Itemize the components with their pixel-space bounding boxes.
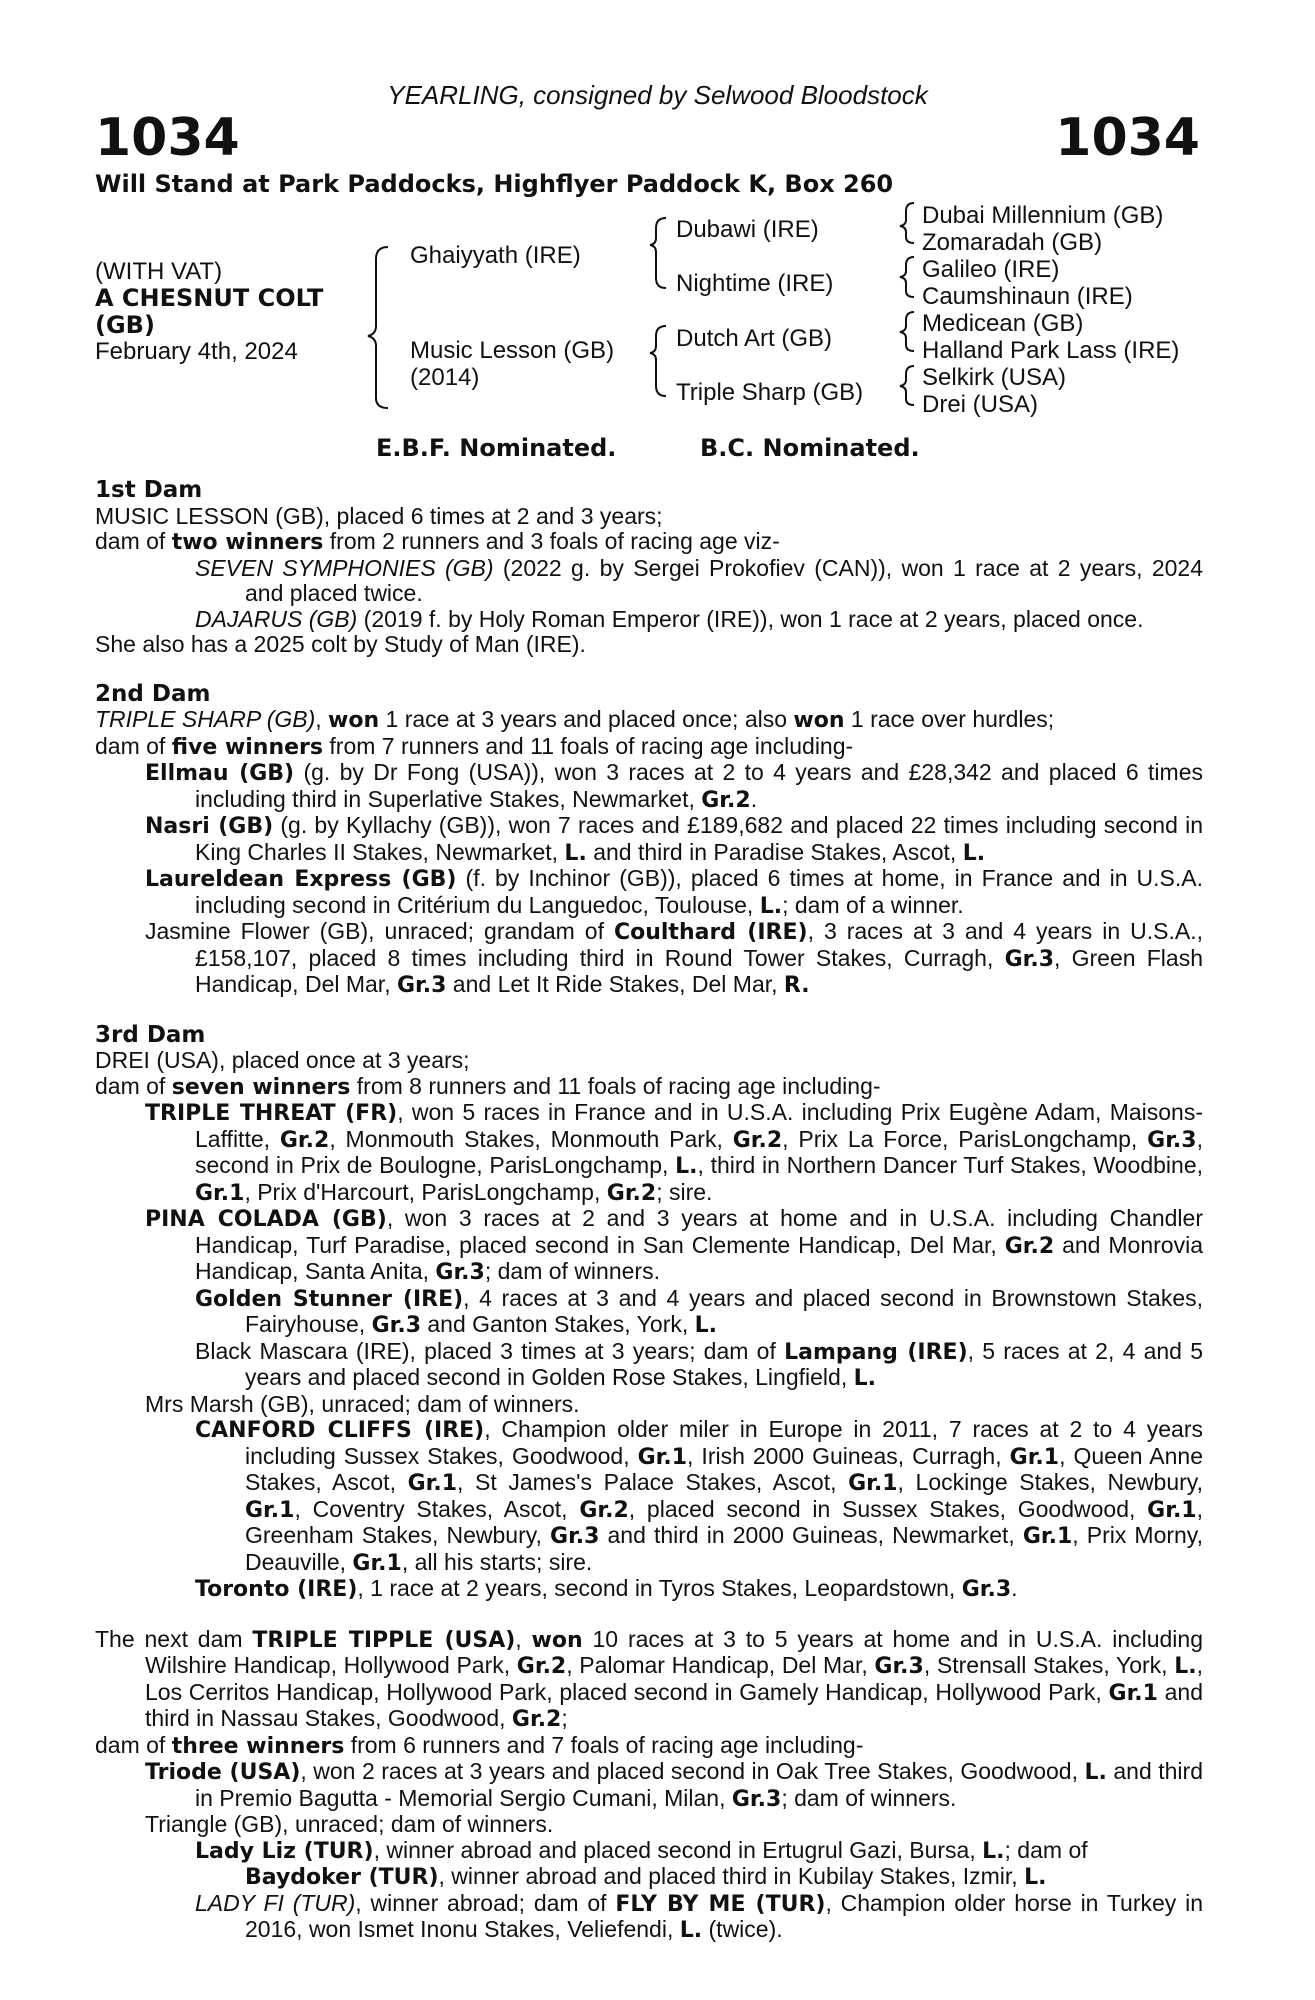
second-dam-title: 2nd Dam bbox=[95, 680, 211, 707]
vat-note: (WITH VAT) bbox=[95, 258, 223, 285]
sale-subtitle: YEARLING, consigned by Selwood Bloodstock bbox=[387, 80, 928, 110]
dam-year: (2014) bbox=[410, 364, 480, 391]
second-dam-produce: dam of five winners from 7 runners and 11 foals of racing age including- bbox=[95, 732, 854, 760]
gen3-3: Galileo (IRE) bbox=[922, 256, 1060, 283]
third-dam-line: DREI (USA), placed once at 3 years; bbox=[95, 1047, 470, 1073]
list-item: Lady Liz (TUR), winner abroad and placed second in Ertugrul Gazi, Bursa, L.; dam of bbox=[195, 1836, 1088, 1864]
list-item: Baydoker (TUR), winner abroad and placed third in Kubilay Stakes, Izmir, L. bbox=[245, 1863, 1047, 1890]
next-dam-line: The next dam TRIPLE TIPPLE (USA), won 10 races at 3 to 5 years at home and in U.S.A. including Wilshire Handicap, Hollywood Park, Gr.2, Palomar Handicap, Del Mar, Gr.3, Strensall Stakes, York, L., Los Cerritos Handicap, Hollywood Park, placed second in Gamely Handicap, Hollywood Park, Gr.1 and third in Nassau Stakes, Goodwood, Gr.2; bbox=[95, 1625, 1204, 1732]
next-dam-produce: dam of three winners from 6 runners and 7 foals of racing age including- bbox=[95, 1731, 864, 1759]
gen3-6: Halland Park Lass (IRE) bbox=[922, 337, 1180, 364]
third-dam-produce: dam of seven winners from 8 runners and 11 foals of racing age including- bbox=[95, 1072, 881, 1100]
gen3-4: Caumshinaun (IRE) bbox=[922, 283, 1133, 310]
list-item: Triode (USA), won 2 races at 3 years and placed second in Oak Tree Stakes, Goodwood, L. and third in Premio Bagutta - Memorial Sergio Cumani, Milan, Gr.3; dam of winners. bbox=[145, 1758, 1203, 1812]
dam-dam: Triple Sharp (GB) bbox=[676, 379, 864, 406]
lot-number-right: 1034 bbox=[1055, 108, 1200, 168]
list-item: TRIPLE THREAT (FR), won 5 races in France and in U.S.A. including Prix Eugène Adam, Maisons-Laffitte, Gr.2, Monmouth Stakes, Monmouth Park, Gr.2, Prix La Force, ParisLongchamp, Gr.3, second in Prix de Boulogne, ParisLongchamp, L., third in Northern Dancer Turf Stakes, Woodbine, Gr.1, Prix d'Harcourt, ParisLongchamp, Gr.2; sire. bbox=[145, 1099, 1203, 1206]
first-dam-title: 1st Dam bbox=[95, 477, 203, 503]
catalogue-body bbox=[95, 478, 1203, 1944]
list-item: DAJARUS (GB) (2019 f. by Holy Roman Emperor (IRE)), won 1 race at 2 years, placed once. bbox=[195, 605, 1144, 632]
sire: Ghaiyyath (IRE) bbox=[410, 242, 581, 269]
second-dam-line: TRIPLE SHARP (GB), won 1 race at 3 years and placed once; also won 1 race over hurdles; bbox=[95, 706, 1055, 733]
third-dam-title: 3rd Dam bbox=[95, 1021, 206, 1048]
sire-dam: Nightime (IRE) bbox=[676, 270, 834, 297]
horse-country: (GB) bbox=[95, 311, 155, 339]
list-item: Nasri (GB) (g. by Kyllachy (GB)), won 7 races and £189,682 and placed 22 times including second in King Charles II Stakes, Newmarket, L. and third in Paradise Stakes, Ascot, L. bbox=[145, 812, 1204, 866]
first-dam-note: She also has a 2025 colt by Study of Man (IRE). bbox=[95, 631, 586, 657]
foaling-date: February 4th, 2024 bbox=[95, 338, 298, 365]
lot-number-left: 1034 bbox=[95, 108, 240, 168]
first-dam-produce: dam of two winners from 2 runners and 3 foals of racing age viz- bbox=[95, 528, 780, 555]
gen3-5: Medicean (GB) bbox=[922, 310, 1084, 337]
bc-nomination: B.C. Nominated. bbox=[700, 434, 920, 462]
list-item: Triangle (GB), unraced; dam of winners. bbox=[145, 1811, 554, 1837]
list-item: LADY FI (TUR), winner abroad; dam of FLY BY ME (TUR), Champion older horse in Turkey in 2016, won Ismet Inonu Stakes, Veliefendi, L. (twice). bbox=[195, 1889, 1203, 1943]
list-item: Golden Stunner (IRE), 4 races at 3 and 4 years and placed second in Brownstown Stakes, Fairyhouse, Gr.3 and Ganton Stakes, York, L. bbox=[195, 1284, 1203, 1338]
list-item: Laureldean Express (GB) (f. by Inchinor (GB)), placed 6 times at home, in France and in U.S.A. including second in Critérium du Languedoc, Toulouse, L.; dam of a winner. bbox=[145, 865, 1203, 919]
list-item: SEVEN SYMPHONIES (GB) (2022 g. by Sergei Prokofiev (CAN)), won 1 race at 2 years, 2024 and placed twice. bbox=[195, 554, 1204, 606]
list-item: Toronto (IRE), 1 race at 2 years, second in Tyros Stakes, Leopardstown, Gr.3. bbox=[195, 1575, 1018, 1602]
horse-name: A CHESNUT COLT bbox=[95, 284, 324, 312]
list-item: Black Mascara (IRE), placed 3 times at 3 years; dam of Lampang (IRE), 5 races at 2, 4 and 5 years and placed second in Golden Rose Stakes, Lingfield, L. bbox=[195, 1337, 1203, 1391]
stand-location: Will Stand at Park Paddocks, Highflyer Paddock K, Box 260 bbox=[95, 170, 894, 198]
gen3-8: Drei (USA) bbox=[922, 391, 1039, 418]
dam-sire: Dutch Art (GB) bbox=[676, 325, 833, 352]
list-item: PINA COLADA (GB), won 3 races at 2 and 3 years at home and in U.S.A. including Chandler Handicap, Turf Paradise, placed second in San Clemente Handicap, Del Mar, Gr.2 and Monrovia Handicap, Santa Anita, Gr.3; dam of winners. bbox=[145, 1205, 1203, 1285]
gen3-7: Selkirk (USA) bbox=[922, 364, 1067, 391]
list-item: CANFORD CLIFFS (IRE), Champion older miler in Europe in 2011, 7 races at 2 to 4 years including Sussex Stakes, Goodwood, Gr.1, Irish 2000 Guineas, Curragh, Gr.1, Queen Anne Stakes, Ascot, Gr.1, St James's Palace Stakes, Ascot, Gr.1, Lockinge Stakes, Newbury, Gr.1, Coventry Stakes, Ascot, Gr.2, placed second in Sussex Stakes, Goodwood, Gr.1, Greenham Stakes, Newbury, Gr.3 and third in 2000 Guineas, Newmarket, Gr.1, Prix Morny, Deauville, Gr.1, all his starts; sire. bbox=[195, 1416, 1203, 1576]
list-item: Ellmau (GB) (g. by Dr Fong (USA)), won 3 races at 2 to 4 years and £28,342 and placed 6 times including third in Superlative Stakes, Newmarket, Gr.2. bbox=[145, 759, 1203, 813]
list-item: Jasmine Flower (GB), unraced; grandam of Coulthard (IRE), 3 races at 3 and 4 years in U.S.A., £158,107, placed 8 times including third in Round Tower Stakes, Curragh, Gr.3, Green Flash Handicap, Del Mar, Gr.3 and Let It Ride Stakes, Del Mar, R. bbox=[145, 918, 1203, 998]
list-item: Mrs Marsh (GB), unraced; dam of winners. bbox=[145, 1390, 580, 1417]
dam: Music Lesson (GB) bbox=[410, 337, 615, 364]
ebf-nomination: E.B.F. Nominated. bbox=[376, 434, 617, 462]
sire-sire: Dubawi (IRE) bbox=[676, 216, 819, 243]
gen3-1: Dubai Millennium (GB) bbox=[922, 202, 1164, 229]
gen3-2: Zomaradah (GB) bbox=[922, 229, 1103, 256]
first-dam-line: MUSIC LESSON (GB), placed 6 times at 2 and 3 years; bbox=[95, 502, 663, 529]
